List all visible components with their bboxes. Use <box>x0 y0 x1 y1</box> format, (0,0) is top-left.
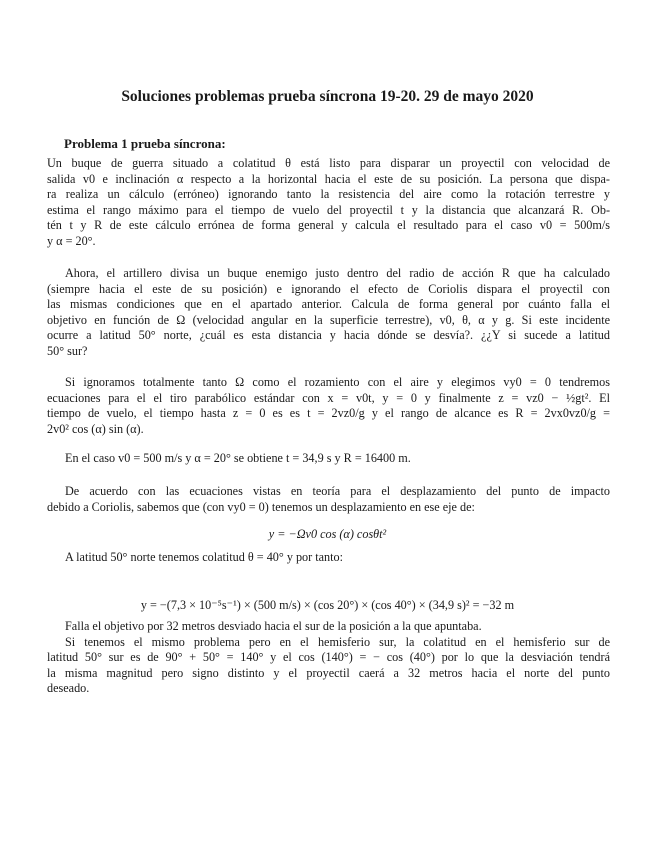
text-line: Si tenemos el mismo problema pero en el hemisferio sur, la colatitud en el hemisferio sur de <box>65 634 610 649</box>
text-line: (siempre hacia el este de su posición) e ignorando el efecto de Coriolis dispara el proyectil con <box>47 281 610 296</box>
equation-displacement: y = −Ωv0 cos (α) cosθt² <box>268 527 387 541</box>
paragraph-latitude-north <box>47 550 610 566</box>
problem-heading: Problema 1 prueba síncrona: <box>64 136 226 151</box>
paragraph-numeric-result <box>47 451 610 467</box>
text-line: tiempo de vuelo, el tiempo hasta z = 0 es es t = 2vz0/g y el rango de alcance es R = 2vx0vz0/g = <box>47 406 610 421</box>
text-line: ocurre a latitud 50° norte, ¿cuál es esta distancia y hacia dónde se desvía?. ¿¿Y si sucede a latitud <box>47 328 610 343</box>
text-line: 2v0² cos (α) sin (α). <box>47 421 144 436</box>
text-line: De acuerdo con las ecuaciones vistas en teoría para el desplazamiento del punto de impacto <box>65 484 610 498</box>
text-line: estima el rango máximo para el tiempo de vuelo del proyectil t y la distancia que alcanzará R. Ob- <box>47 202 610 217</box>
paragraph-standard-solution <box>47 375 610 437</box>
text-line: Ahora, el artillero divisa un buque enemigo justo dentro del radio de acción R que ha calculado <box>65 266 610 280</box>
text-line: deseado. <box>47 681 90 696</box>
text-line: A latitud 50° norte tenemos colatitud θ = 40° y por tanto: <box>65 550 344 564</box>
paragraph-conclusion <box>47 619 610 697</box>
document-title: Soluciones problemas prueba síncrona 19-20. 29 de mayo 2020 <box>121 88 534 105</box>
text-line: En el caso v0 = 500 m/s y α = 20° se obtiene t = 34,9 s y R = 16400 m. <box>65 451 411 465</box>
paragraph-coriolis-question <box>47 266 610 360</box>
text-line: Falla el objetivo por 32 metros desviado hacia el sur de la posición a la que apuntaba. <box>65 619 482 633</box>
text-line: la misma magnitud pero signo distinto y el proyectil caerá a 32 metros hacia el norte del punto <box>47 665 610 680</box>
text-line: debido a Coriolis, sabemos que (con vy0 = 0) tenemos un desplazamiento en ese eje de: <box>47 499 475 514</box>
text-line: Si ignoramos totalmente tanto Ω como el rozamiento con el aire y elegimos vy0 = 0 tendremos <box>65 375 610 389</box>
paragraph-coriolis-theory <box>47 484 610 515</box>
text-line: las mismas condiciones que en el apartado anterior. Calcula de forma general por cuánto falla el <box>47 297 610 312</box>
text-line: salida v0 e inclinación α respecto a la horizontal hacia el este de su posición. La persona que dispa- <box>47 171 610 186</box>
text-line: ecuaciones para el el tiro parabólico estándar con x = v0t, y = 0 y finalmente z = vz0 − ½gt². El <box>47 390 610 405</box>
text-line: ra realiza un cálculo (erróneo) ignorando tanto la resistencia del aire como la rotación terrestre y <box>47 187 610 202</box>
text-line: objetivo en función de Ω (velocidad angular en la superficie terrestre), v0, θ, α y g. Si este incidente <box>47 312 610 327</box>
text-line: Un buque de guerra situado a colatitud θ está listo para disparar un proyectil con velocidad de <box>47 156 610 170</box>
text-line: latitud 50° sur es de 90° + 50° = 140° y el cos (140°) = − cos (40°) por lo que la desviación tendrá <box>47 650 610 665</box>
paragraph-statement <box>47 156 610 250</box>
equation-numeric-displacement: y = −(7,3 × 10⁻⁵s⁻¹) × (500 m/s) × (cos 20°) × (cos 40°) × (34,9 s)² = −32 m <box>140 598 515 612</box>
text-line: 50° sur? <box>47 343 88 358</box>
text-line: tén t y R de este cálculo errónea de forma general y calcula el resultado para el caso v0 = 500m/s <box>47 218 610 233</box>
text-line: y α = 20°. <box>47 233 96 248</box>
